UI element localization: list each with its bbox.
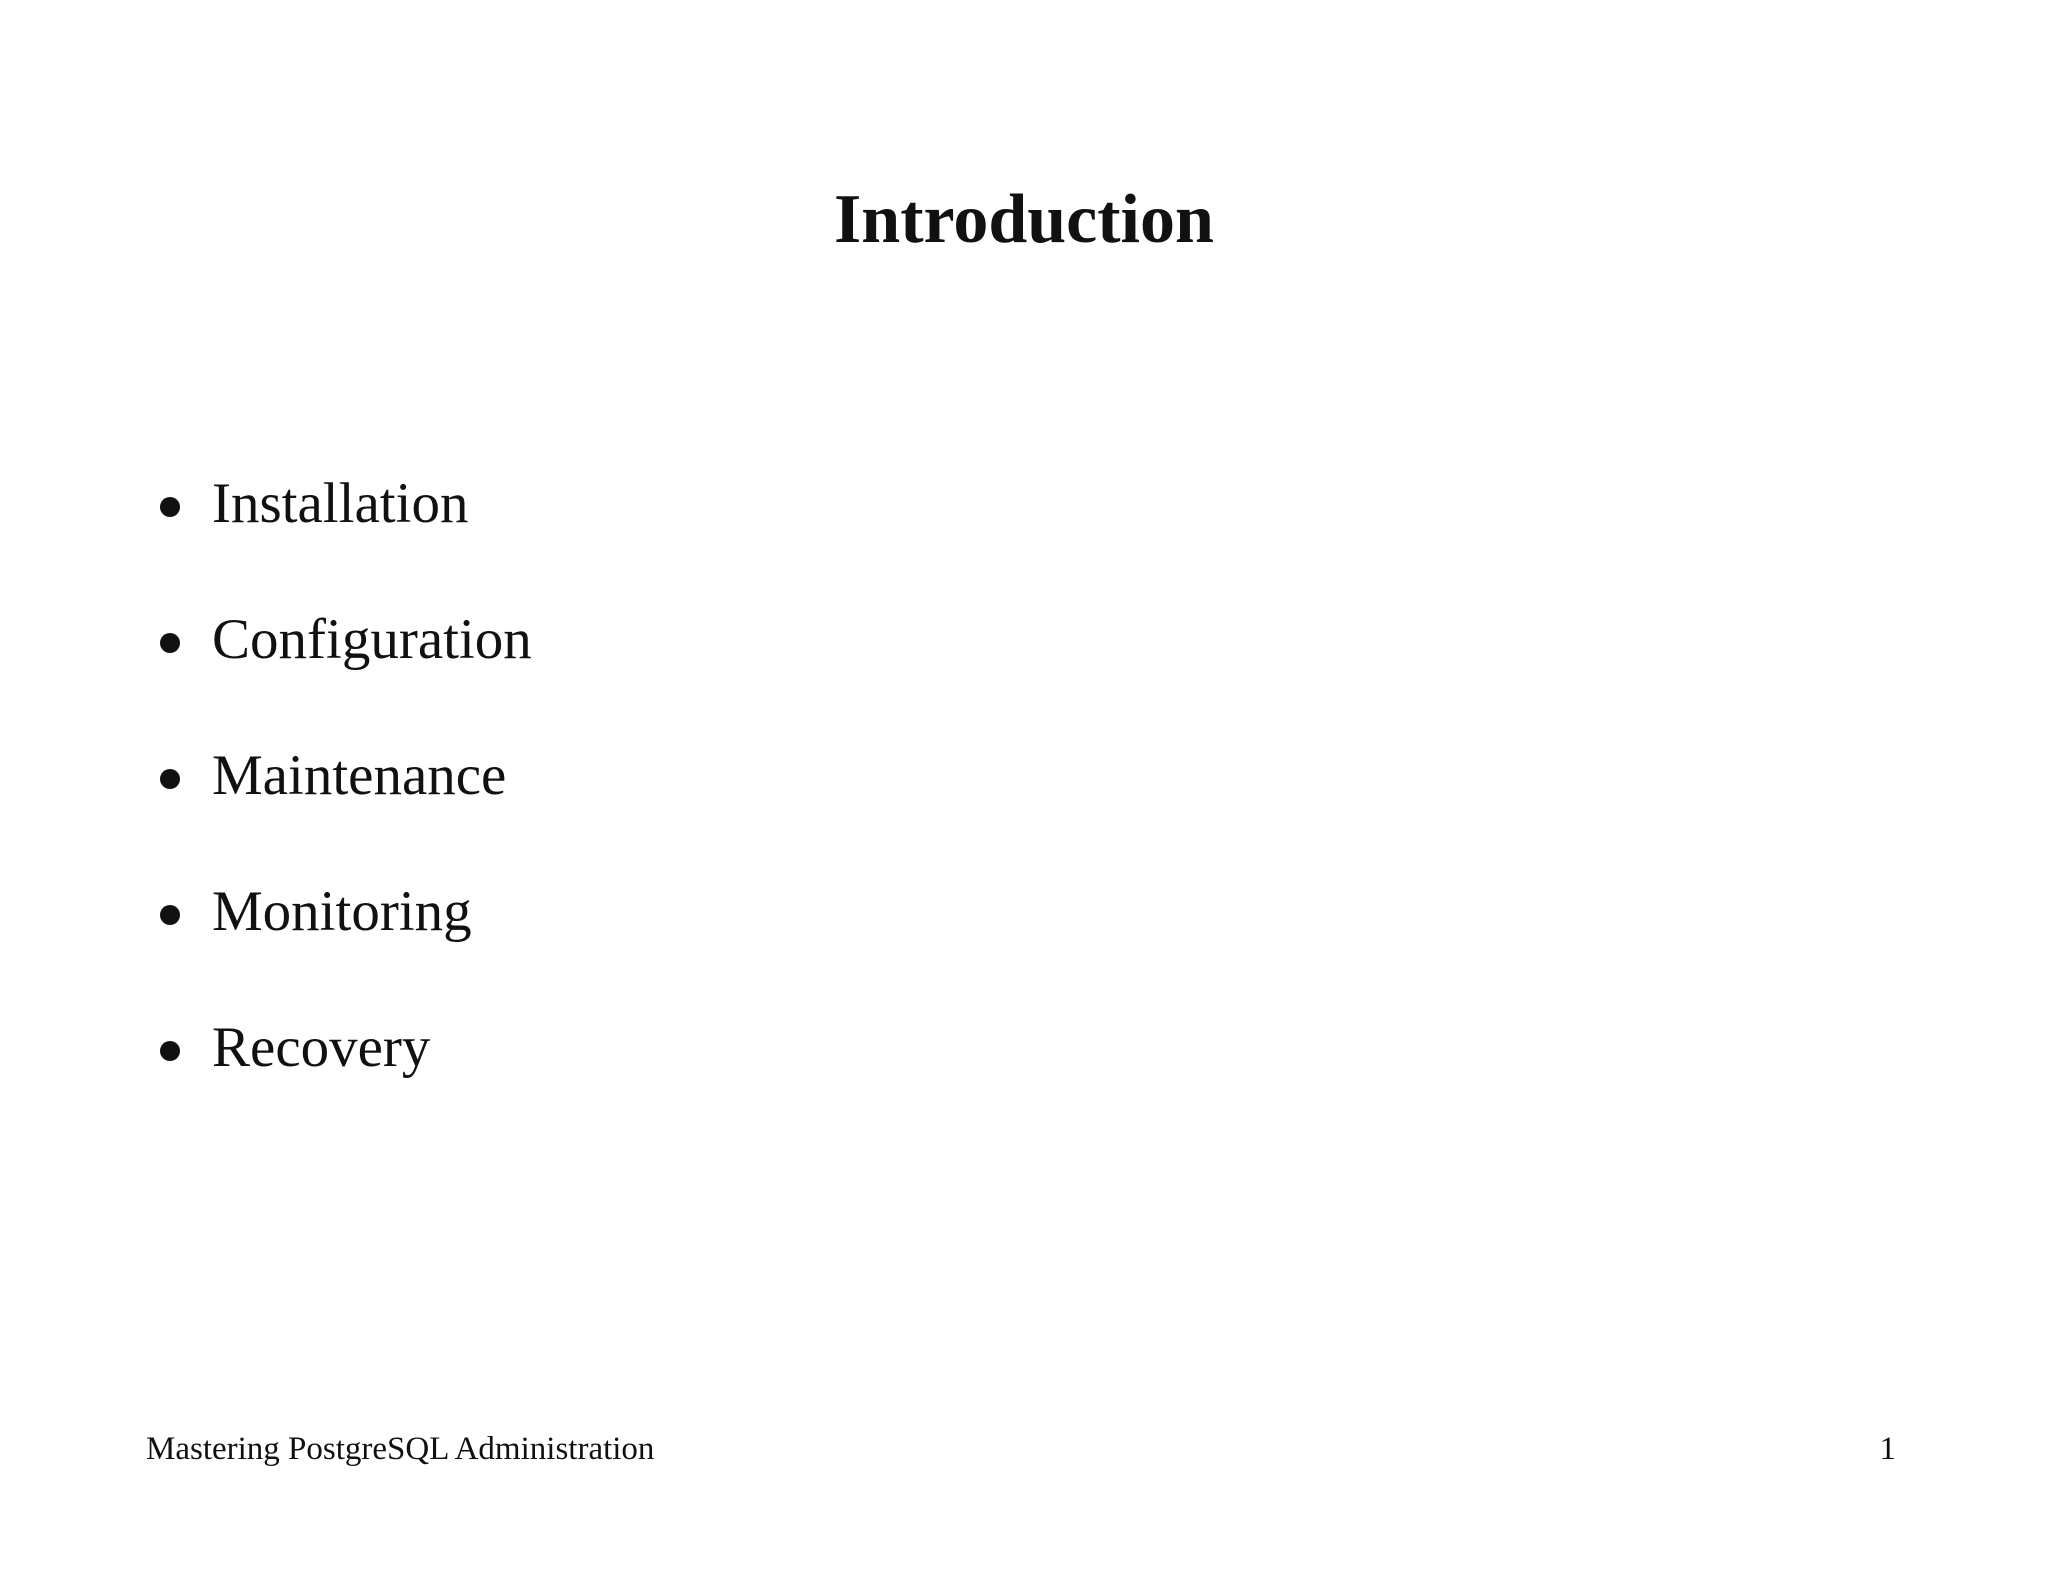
bullet-text: Maintenance	[212, 744, 507, 807]
footer-document-title: Mastering PostgreSQL Administration	[146, 1431, 655, 1467]
slide-title: Introduction	[834, 181, 1214, 258]
bullet-text: Configuration	[212, 608, 532, 671]
bullet-point-icon	[160, 905, 180, 925]
footer-page-number: 1	[1879, 1431, 1896, 1467]
bullet-point-icon	[160, 633, 180, 653]
bullet-point-icon	[160, 769, 180, 789]
bullet-point-icon	[160, 497, 180, 517]
bullet-text: Recovery	[212, 1016, 431, 1079]
bullet-text: Monitoring	[212, 880, 472, 943]
bullet-point-icon	[160, 1041, 180, 1061]
bullet-text: Installation	[212, 472, 469, 535]
